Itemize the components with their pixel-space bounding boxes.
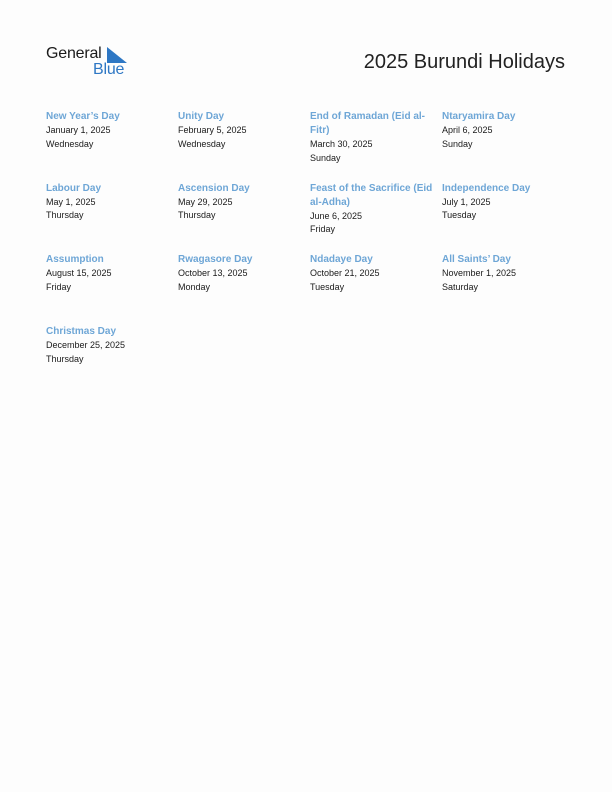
- holiday-date: November 1, 2025: [442, 268, 517, 279]
- holiday-weekday: Wednesday: [178, 138, 226, 149]
- logo-word-blue: Blue: [93, 61, 125, 78]
- holiday-date: March 30, 2025: [310, 139, 373, 149]
- holiday-name: Ntaryamira Day: [442, 111, 516, 122]
- holiday-entry: [178, 182, 310, 254]
- holiday-date: May 29, 2025: [178, 196, 233, 207]
- holiday-entry: [178, 253, 310, 325]
- holiday-date: August 15, 2025: [46, 268, 112, 279]
- holiday-entry: [310, 253, 442, 325]
- holiday-name: End of Ramadan (Eid al-Fitr): [310, 111, 426, 136]
- generalblue-logo: [46, 45, 132, 79]
- holiday-entry: [442, 253, 574, 325]
- holiday-name: Ascension Day: [178, 182, 250, 194]
- holiday-entry: [46, 325, 178, 397]
- holiday-date: May 1, 2025: [46, 196, 96, 207]
- holiday-date: February 5, 2025: [178, 125, 247, 135]
- holiday-date: October 21, 2025: [310, 268, 380, 279]
- holiday-entry: [46, 110, 178, 182]
- holiday-name: Rwagasore Day: [178, 254, 253, 266]
- holiday-entry: [442, 182, 574, 254]
- holiday-grid: [46, 110, 576, 397]
- holiday-weekday: Friday: [310, 224, 336, 235]
- holiday-name: Feast of the Sacrifice (Eid al-Adha): [310, 182, 433, 208]
- holiday-weekday: Sunday: [310, 152, 341, 163]
- holiday-entry: [178, 110, 310, 182]
- holiday-name: New Year’s Day: [46, 111, 120, 122]
- holiday-weekday: Saturday: [442, 281, 479, 292]
- holiday-entry: [310, 182, 442, 254]
- holiday-entry: [46, 182, 178, 254]
- holiday-weekday: Tuesday: [310, 281, 345, 292]
- holiday-name: Labour Day: [46, 182, 102, 194]
- holiday-weekday: Wednesday: [46, 138, 94, 149]
- holiday-weekday: Tuesday: [442, 210, 477, 221]
- holiday-name: Christmas Day: [46, 326, 117, 338]
- holiday-name: All Saints’ Day: [442, 254, 511, 266]
- holiday-weekday: Monday: [178, 281, 211, 292]
- holiday-date: April 6, 2025: [442, 125, 493, 135]
- holiday-weekday: Friday: [46, 281, 72, 292]
- holiday-name: Ndadaye Day: [310, 254, 373, 266]
- holiday-date: July 1, 2025: [442, 196, 491, 207]
- holiday-name: Independence Day: [442, 182, 531, 194]
- holiday-weekday: Sunday: [442, 138, 473, 149]
- holiday-date: January 1, 2025: [46, 125, 111, 135]
- holiday-date: October 13, 2025: [178, 268, 248, 279]
- holiday-weekday: Thursday: [46, 353, 84, 364]
- holiday-name: Assumption: [46, 254, 104, 266]
- holiday-entry: [46, 253, 178, 325]
- holiday-date: December 25, 2025: [46, 340, 126, 351]
- page-title: 2025 Burundi Holidays: [363, 51, 565, 73]
- holiday-entry: [310, 110, 442, 182]
- holiday-weekday: Thursday: [178, 210, 216, 221]
- holiday-name: Unity Day: [178, 111, 225, 122]
- holiday-date: June 6, 2025: [310, 210, 363, 221]
- holiday-entry: [442, 110, 574, 182]
- logo-word-general: General: [46, 45, 102, 62]
- holiday-weekday: Thursday: [46, 210, 84, 221]
